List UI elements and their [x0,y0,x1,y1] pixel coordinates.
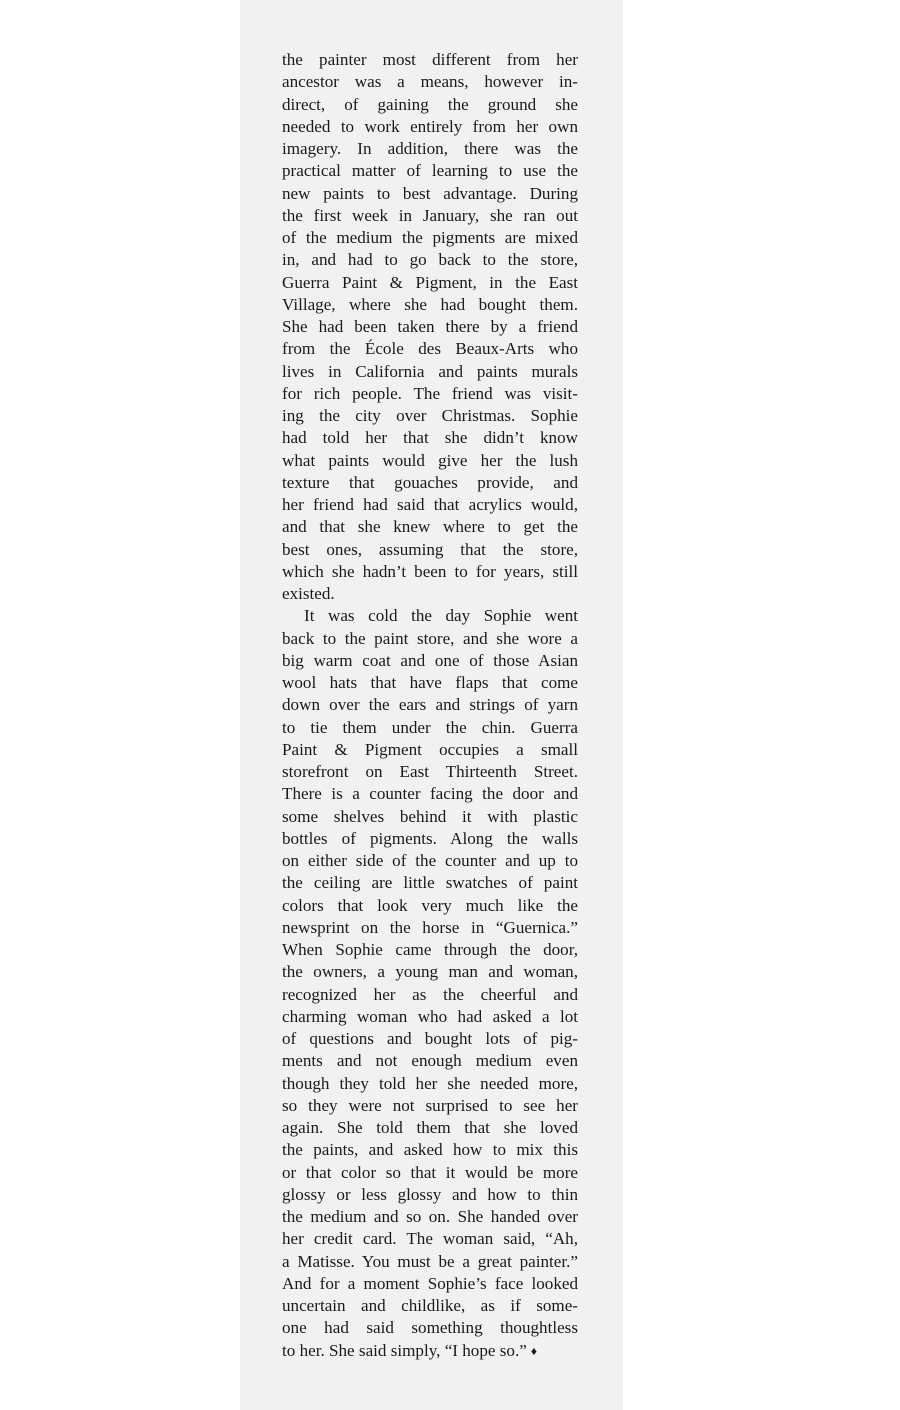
text-line [282,1162,578,1184]
text-line [282,405,578,427]
line-text: needed to work entirely from her own [282,116,578,136]
line-text: so they were not surprised to see her [282,1095,578,1115]
text-line [282,138,578,160]
line-text: one had said something thoughtless [282,1318,578,1338]
line-text: lives in California and paints murals [282,361,578,381]
line-text: which she hadn’t been to for years, still [282,561,578,581]
line-text: practical matter of learning to use the [282,161,578,181]
text-line [282,227,578,249]
text-line [282,49,578,71]
line-text: from the École des Beaux-Arts who [282,339,578,359]
line-text: storefront on East Thirteenth Street. [282,762,578,781]
line-text: ing the city over Christmas. Sophie [282,406,578,425]
text-line [282,1251,578,1273]
line-text: in, and had to go back to the store, [282,250,578,270]
text-line [282,316,578,338]
line-text: new paints to best advantage. During [282,183,578,203]
line-text: the medium and so on. She handed over [282,1207,578,1226]
text-line [282,984,578,1006]
line-text: texture that gouaches provide, and [282,472,578,492]
line-text: ments and not enough medium even [282,1051,578,1071]
line-text: Village, where she had bought them. [282,294,578,314]
text-line [282,1028,578,1050]
text-line [282,761,578,783]
line-text: uncertain and childlike, as if some- [282,1296,578,1315]
line-text: newsprint on the horse in “Guernica.” [282,917,578,937]
text-line [282,1050,578,1072]
line-text: though they told her she needed more, [282,1073,578,1093]
line-text: recognized her as the cheerful and [282,984,578,1004]
text-line [282,694,578,716]
line-text: what paints would give her the lush [282,450,578,470]
text-line [282,160,578,182]
text-line [282,717,578,739]
text-line [282,783,578,805]
line-text: Guerra Paint & Pigment, in the East [282,272,578,292]
text-line [282,1006,578,1028]
text-line [282,361,578,383]
text-line [282,249,578,271]
line-text: imagery. In addition, there was the [282,139,578,158]
line-text: and that she knew where to get the [282,517,578,537]
line-text: ancestor was a means, however in- [282,72,578,92]
line-text: When Sophie came through the door, [282,940,578,959]
line-text: her credit card. The woman said, “Ah, [282,1229,578,1249]
line-text: glossy or less glossy and how to thin [282,1184,578,1204]
text-line [282,939,578,961]
line-text: the first week in January, she ran out [282,205,578,225]
line-text: to her. She said simply, “I hope so.” [282,1340,527,1360]
text-line [282,450,578,472]
article-text-column [282,49,578,1362]
text-line [282,650,578,672]
text-line [282,1317,578,1339]
line-text: or that color so that it would be more [282,1162,578,1182]
text-line [282,1273,578,1295]
line-text: down over the ears and strings of yarn [282,695,578,715]
text-line [282,294,578,316]
line-text: colors that look very much like the [282,895,578,915]
line-text: again. She told them that she loved [282,1118,578,1137]
text-line [282,1340,578,1362]
text-line [282,872,578,894]
text-line [282,1095,578,1117]
line-text: the ceiling are little swatches of paint [282,873,578,893]
text-line [282,94,578,116]
text-line [282,272,578,294]
line-text: to tie them under the chin. Guerra [282,717,578,737]
text-line [282,672,578,694]
text-line [282,183,578,205]
text-line [282,583,578,605]
text-line [282,917,578,939]
text-line [282,427,578,449]
line-text: And for a moment Sophie’s face looked [282,1273,578,1293]
text-line [282,1206,578,1228]
line-text: It was cold the day Sophie went [304,606,578,626]
line-text: big warm coat and one of those Asian [282,650,578,670]
line-text: existed. [282,584,335,603]
line-text: best ones, assuming that the store, [282,539,578,559]
text-line [282,338,578,360]
end-of-article-mark: ♦ [530,1343,537,1358]
line-text: She had been taken there by a friend [282,317,578,336]
text-line [282,605,578,627]
text-line [282,828,578,850]
line-text: charming woman who had asked a lot [282,1006,578,1026]
line-text: the painter most different from her [282,50,578,69]
line-text: There is a counter facing the door and [282,784,578,804]
line-text: the owners, a young man and woman, [282,962,578,982]
text-line [282,516,578,538]
text-line [282,1117,578,1139]
line-text: some shelves behind it with plastic [282,806,578,826]
text-line [282,806,578,828]
text-line [282,472,578,494]
text-line [282,539,578,561]
text-line [282,116,578,138]
text-line [282,1184,578,1206]
text-line [282,494,578,516]
line-text: direct, of gaining the ground she [282,94,578,114]
line-text: had told her that she didn’t know [282,428,578,448]
text-line [282,1228,578,1250]
line-text: back to the paint store, and she wore a [282,628,578,648]
text-line [282,1073,578,1095]
text-line [282,561,578,583]
text-line [282,850,578,872]
line-text: the paints, and asked how to mix this [282,1140,578,1160]
line-text: of the medium the pigments are mixed [282,228,578,247]
text-line [282,628,578,650]
text-line [282,205,578,227]
line-text: a Matisse. You must be a great painter.” [282,1251,578,1271]
text-line [282,1139,578,1161]
line-text: wool hats that have flaps that come [282,673,578,692]
text-line [282,895,578,917]
text-line [282,961,578,983]
paragraph [282,605,578,1362]
line-text: for rich people. The friend was visit- [282,383,578,403]
line-text: her friend had said that acrylics would, [282,495,578,514]
line-text: Paint & Pigment occupies a small [282,739,578,759]
line-text: on either side of the counter and up to [282,851,578,870]
paragraph [282,49,578,605]
text-line [282,1295,578,1317]
text-line [282,383,578,405]
line-text: bottles of pigments. Along the walls [282,828,578,848]
line-text: of questions and bought lots of pig- [282,1029,578,1048]
text-line [282,739,578,761]
text-line [282,71,578,93]
